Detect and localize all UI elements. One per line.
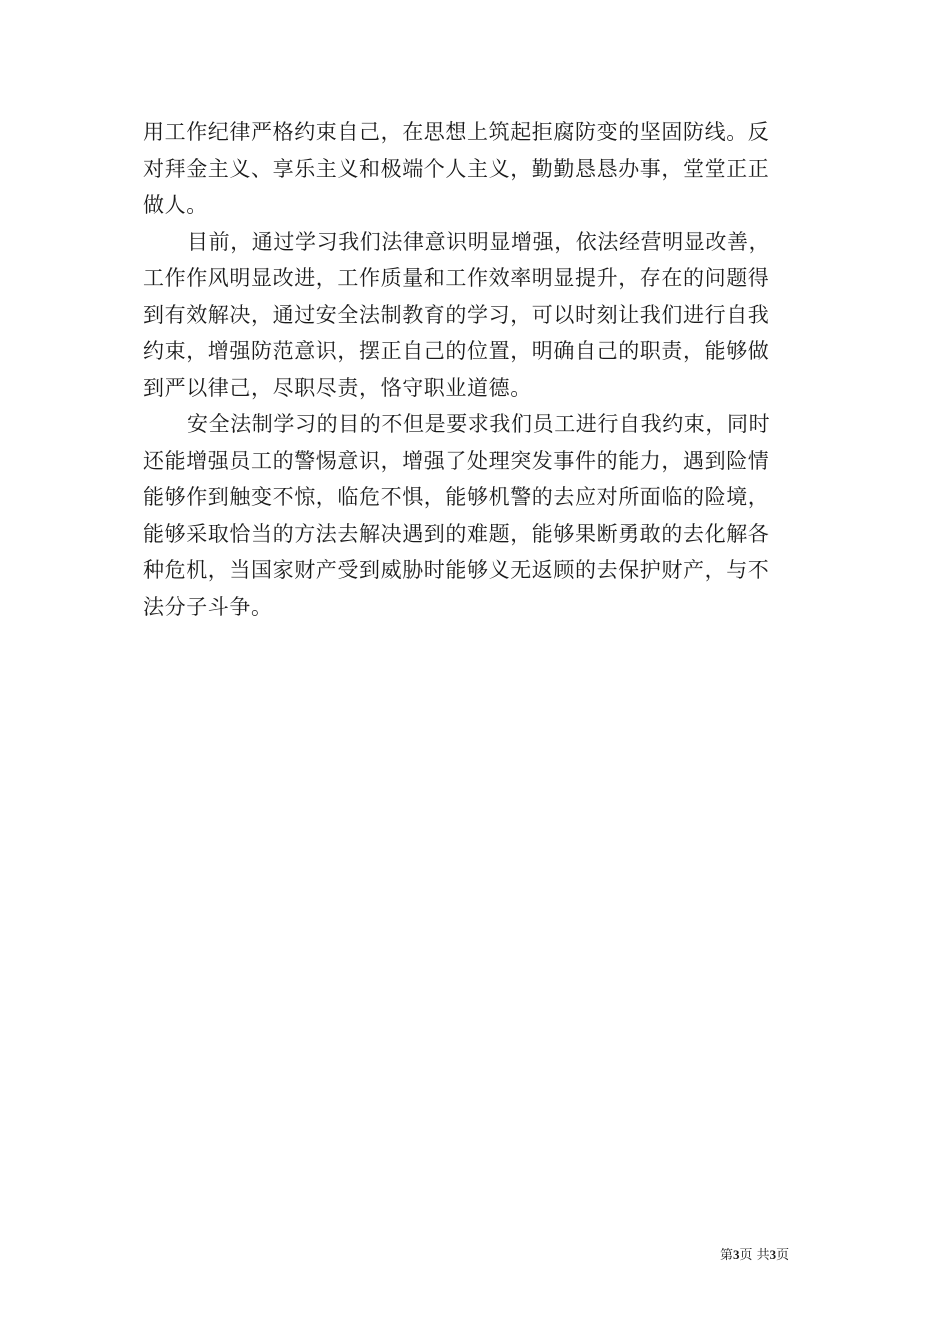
page-mid: 页 共: [739, 1248, 770, 1263]
document-body: [143, 114, 809, 625]
text-line: 对拜金主义、享乐主义和极端个人主义，勤勤恳恳办事，堂堂正正: [143, 156, 770, 181]
page-number-footer: [720, 1247, 789, 1264]
text-line: 能够采取恰当的方法去解决遇到的难题，能够果断勇敢的去化解各: [143, 521, 770, 546]
current-page-number: 3: [733, 1247, 740, 1262]
page-prefix: 第: [720, 1248, 734, 1263]
text-line: 工作作风明显改进，工作质量和工作效率明显提升，存在的问题得: [143, 266, 770, 290]
page-suffix: 页: [776, 1248, 790, 1263]
text-line: 还能增强员工的警惕意识，增强了处理突发事件的能力，遇到险情: [143, 448, 770, 473]
text-line: 安全法制学习的目的不但是要求我们员工进行自我约束，同时: [187, 412, 771, 436]
text-line: 法分子斗争。: [143, 594, 273, 619]
text-line: 到有效解决，通过安全法制教育的学习，可以时刻让我们进行自我: [143, 302, 770, 327]
text-line: 做人。: [143, 193, 208, 217]
paragraph-1: [143, 114, 809, 224]
text-line: 约束，增强防范意识，摆正自己的位置，明确自己的职责，能够做: [143, 339, 770, 363]
paragraph-2: [143, 224, 809, 407]
text-line: 能够作到触变不惊，临危不惧，能够机警的去应对所面临的险境，: [143, 485, 770, 509]
text-line: 目前，通过学习我们法律意识明显增强，依法经营明显改善，: [187, 229, 771, 254]
paragraph-3: [143, 406, 809, 625]
text-line: 用工作纪律严格约束自己，在思想上筑起拒腐防变的坚固防线。反: [143, 120, 770, 144]
text-line: 到严以律己，尽职尽责，恪守职业道德。: [143, 375, 532, 400]
total-pages-number: 3: [769, 1247, 777, 1262]
text-line: 种危机，当国家财产受到威胁时能够义无返顾的去保护财产，与不: [143, 558, 770, 582]
